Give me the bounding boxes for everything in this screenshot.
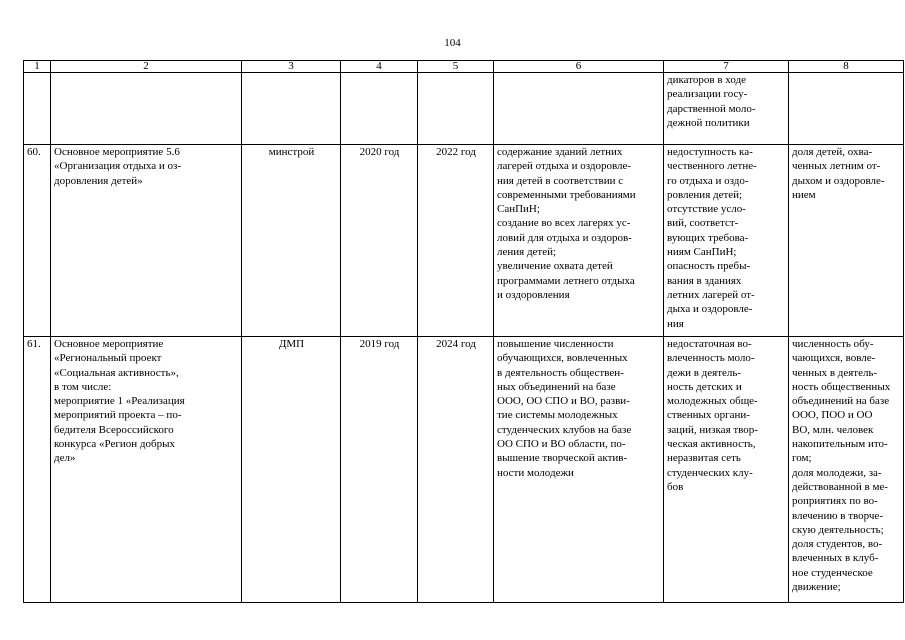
end-year-cell: 2022 год	[418, 145, 494, 337]
table-cell	[494, 73, 664, 145]
start-year-cell: 2019 год	[341, 337, 418, 603]
event-cell: Основное мероприятие 5.6 «Организация отдыха и оз- доровления детей»	[51, 145, 242, 337]
column-header: 8	[789, 61, 904, 73]
table-cell	[418, 73, 494, 145]
table-row	[24, 145, 904, 337]
table-row	[24, 337, 904, 603]
consequences-cell: дикаторов в ходе реализации госу- дарственной моло- дежной политики	[664, 73, 789, 145]
executor-cell: ДМП	[242, 337, 341, 603]
column-header: 4	[341, 61, 418, 73]
result-cell: повышение численности обучающихся, вовлеченных в деятельность обществен- ных объединений на базе ООО, ОО СПО и ВО, разви- тие системы молодежных студенческих клубов на базе ОО СПО и ВО области, по- вышение творческой актив- ности молодежи	[494, 337, 664, 603]
consequences-cell: недоступность ка- чественного летне- го отдыха и оздо- ровления детей; отсутствие усло- вий, соответст- вующих требова- ниям СанПиН; опасность пребы- вания в зданиях летних лагерей от- дыха и оздоровле- ния	[664, 145, 789, 337]
result-cell: содержание зданий летних лагерей отдыха и оздоровле- ния детей в соответствии с современными требованиями СанПиН; создание во всех лагерях ус- ловий для отдыха и оздоров- ления детей; увеличение охвата детей программами летнего отдыха и оздоровления	[494, 145, 664, 337]
table-cell	[51, 73, 242, 145]
table-cell	[242, 73, 341, 145]
event-cell: Основное мероприятие «Региональный проект «Социальная активность», в том числе: мероприятие 1 «Реализация мероприятий проекта – по- бедителя Всероссийского конкурса «Регион добрых дел»	[51, 337, 242, 603]
table-cell	[24, 73, 51, 145]
column-header: 5	[418, 61, 494, 73]
program-table	[23, 60, 904, 603]
column-header: 7	[664, 61, 789, 73]
row-number: 61.	[24, 337, 51, 603]
continuation-row	[24, 73, 904, 145]
consequences-cell: недостаточная во- влеченность моло- дежи в деятель- ность детских и молодежных обще- ственных органи- заций, низкая твор- ческая активность, неразвитая сеть студенческих клу- бов	[664, 337, 789, 603]
row-number: 60.	[24, 145, 51, 337]
executor-cell: минстрой	[242, 145, 341, 337]
column-header: 1	[24, 61, 51, 73]
indicators-cell: численность обу- чающихся, вовле- ченных в деятель- ность общественных объединений на базе ООО, ПОО и ОО ВО, млн. человек накопительным ито- гом; доля молодежи, за- действованной в ме- роприятиях по во- влечению в творче- скую деятельность; доля студентов, во- влеченных в клуб- ное студенческое движение;	[789, 337, 904, 603]
start-year-cell: 2020 год	[341, 145, 418, 337]
indicators-cell: доля детей, охва- ченных летним от- дыхом и оздоровле- нием	[789, 145, 904, 337]
column-header: 2	[51, 61, 242, 73]
table-cell	[789, 73, 904, 145]
header-row	[24, 61, 904, 73]
column-header: 3	[242, 61, 341, 73]
page-number: 104	[444, 37, 461, 49]
end-year-cell: 2024 год	[418, 337, 494, 603]
column-header: 6	[494, 61, 664, 73]
table-cell	[341, 73, 418, 145]
